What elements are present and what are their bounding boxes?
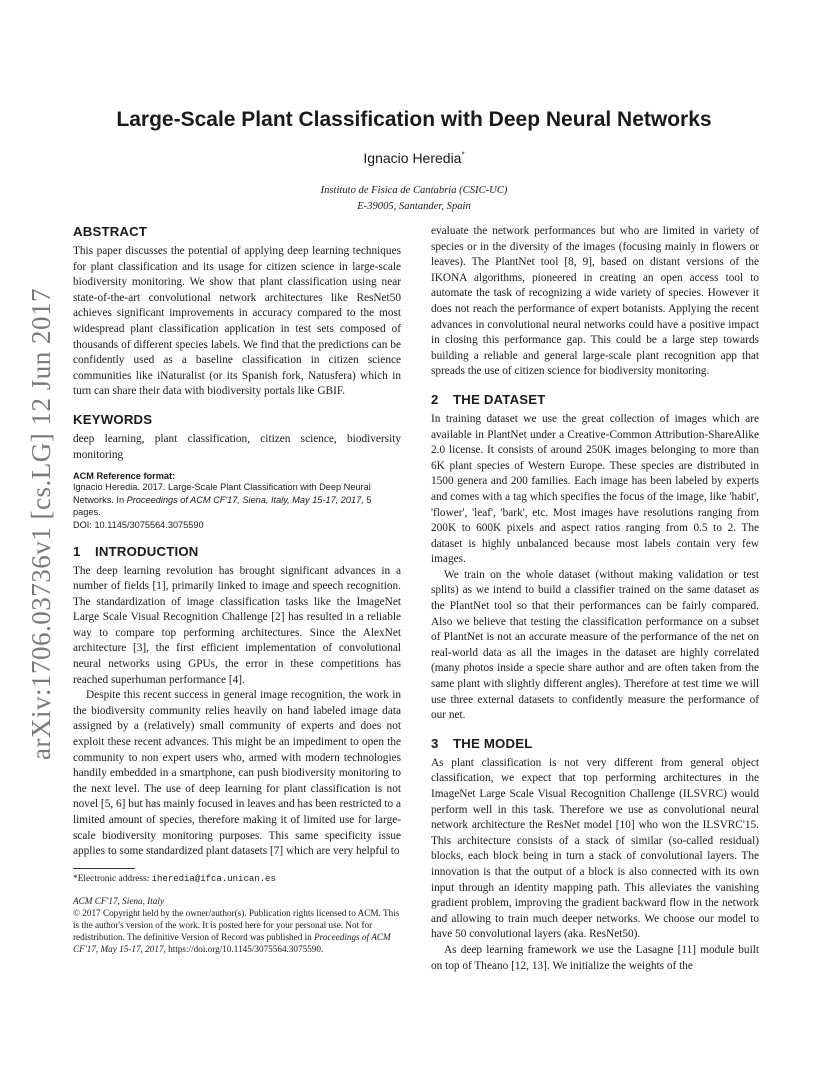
model-paragraph-2: As deep learning framework we use the Lasagne [11] module built on top of Theano [12, 13]. We initialize the weights of the xyxy=(431,943,759,972)
dataset-paragraph-2: We train on the whole dataset (without making validation or test splits) as we intend to build a classifier trained on the same dataset as the PlantNet tool so that their performances can be fairly compared. Also we believe that testing the classification performance on a subset of PlantNet is not an accurate measure of the performance of the net on real-world data as all the images in the dataset are highly correlated (many photos inside a specie share author and are often taken from the same plant with slightly different angles). Therefore at test time we will use three external datasets to confidently measure the performance of our net. xyxy=(431,568,759,722)
section-title: INTRODUCTION xyxy=(95,543,199,559)
keywords-text: deep learning, plant classification, citizen science, biodiversity monitoring xyxy=(73,432,401,461)
affiliation-address: E-39005, Santander, Spain xyxy=(357,201,471,212)
section-title: THE DATASET xyxy=(453,391,546,407)
author-name-text: Ignacio Heredia xyxy=(363,150,462,166)
acm-reference-doi: DOI: 10.1145/3075564.3075590 xyxy=(73,519,204,530)
intro-paragraph-2: Despite this recent success in general image recognition, the work in the biodiversity community relies heavily on hand labeled image data assigned by a (relatively) small community of experts and does not exploit these recent advances. This might be an impediment to open the community to non expert users who, armed with modern technologies handily embedded in a smartphone, can push biodiversity monitoring to the next level. The use of deep learning for plant classification is not novel [5, 6] but has mainly focused in leaves and has been restricted to a limited amount of species, therefore making it of limited use for large-scale biodiversity monitoring purposes. This same specificity issue applies to some standardized plant datasets [7] which are very helpful to xyxy=(73,689,401,858)
footnote-divider xyxy=(73,868,135,869)
copyright-text: © 2017 Copyright held by the owner/author(s). Publication rights licensed to ACM. This is the author's version of the work. It is posted here for your personal use. Not for redistribution. The definitive Version of Record was published in xyxy=(73,907,400,942)
footnote xyxy=(73,873,401,885)
keywords-heading: KEYWORDS xyxy=(73,411,153,427)
section-dataset-heading xyxy=(431,392,759,407)
acm-reference-text xyxy=(73,481,401,531)
section-model-heading xyxy=(431,736,759,751)
section-title: THE MODEL xyxy=(453,735,533,751)
acm-reference-proceedings: Proceedings of ACM CF'17, Siena, Italy, May 15-17, 2017, xyxy=(126,494,364,505)
abstract-text: This paper discusses the potential of applying deep learning techniques for plant classification and its usage for citizen science in large-scale biodiversity monitoring. We show that plant classification using near state-of-the-art convolutional network architectures like ResNet50 achieves significant improvements in accuracy compared to the most widespread plant classification application in test sets composed of thousands of different species labels. We find that the predictions can be confidently used as a baseline classification in citizen science communities like iNaturalist (or its Spanish fork, Natusfera) which in turn can share their data with biodiversity portals like GBIF. xyxy=(73,245,401,398)
model-paragraph-1: As plant classification is not very different from general object classification, we expect that top performing architectures in the ImageNet Large Scale Visual Recognition Challenge (ILSVRC) would perform well in this task. Therefore we use as convolutional neural network architecture the ResNet model [10] who won the ILSVRC'15. This architecture consists of a stack of similar (so-called residual) blocks, each block being in turn a stack of convolutional layers. The innovation is that the output of a block is also connected with its own input through an identity mapping path. This alleviates the vanishing gradient problem, improving the gradient backward flow in the network and allowing to train much deeper networks. We choose our model to have 50 convolutional layers (aka. ResNet50). xyxy=(431,756,759,941)
right-column xyxy=(431,224,759,974)
copyright-block xyxy=(73,895,401,955)
author-footnote-mark: * xyxy=(461,150,465,160)
intro-continuation: evaluate the network performances but who are limited in variety of species or in the diversity of the images (focusing mainly in flowers or leaves). The PlantNet tool [8, 9], based on distant versions of the IKONA algorithms, pioneered in creating an open access tool to automate the task of recognizing a wide variety of species. However it does not reach the performance of expert botanists. Applying the recent advances in convolutional neural networks could have a positive impact in closing this performance gap. This could be a large step towards building a reliable and general large-scale plant recognition app that spreads the use of citizen science for biodiversity monitoring. xyxy=(431,225,759,378)
arxiv-sidebar-stamp: arXiv:1706.03736v1 [cs.LG] 12 Jun 2017 xyxy=(26,288,56,760)
section-number: 3 xyxy=(431,735,439,751)
author-name xyxy=(0,150,828,166)
paper-title: Large-Scale Plant Classification with Deep Neural Networks xyxy=(116,108,712,131)
footnote-label: *Electronic address: xyxy=(73,873,152,884)
section-number: 2 xyxy=(431,391,439,407)
copyright-proceedings: Proceedings of ACM CF'17, May 15-17, 2017 xyxy=(73,931,391,954)
section-number: 1 xyxy=(73,543,81,559)
acm-reference-heading: ACM Reference format: xyxy=(73,471,176,482)
affiliation xyxy=(0,183,828,215)
abstract-heading: ABSTRACT xyxy=(73,224,148,239)
copyright-venue: ACM CF'17, Siena, Italy xyxy=(73,895,165,906)
left-column xyxy=(73,224,401,955)
copyright-doi: , https://doi.org/10.1145/3075564.3075590. xyxy=(163,943,324,954)
section-introduction-heading xyxy=(73,544,401,559)
affiliation-institute: Instituto de Fisica de Cantabria (CSIC-UC) xyxy=(320,185,508,196)
acm-reference-pages: 5 pages. xyxy=(73,494,372,518)
acm-reference-citation: Ignacio Heredia. 2017. Large-Scale Plant Classification with Deep Neural Networks. In xyxy=(73,482,371,505)
footnote-email: iheredia@ifca.unican.es xyxy=(151,873,276,884)
intro-paragraph-1: The deep learning revolution has brought significant advances in a number of fields [1], primarily linked to image and speech recognition. The standardization of image classification tasks like the ImageNet Large Scale Visual Recognition Challenge [2] has resulted in a reliable way to compare top performing architectures. Since the AlexNet architecture [3], the first efficient implementation of convolutional neural networks using GPUs, the error in these competitions has reached superhuman performance [4]. xyxy=(73,564,401,686)
dataset-paragraph-1: In training dataset we use the great collection of images which are available in PlantNet under a Creative-Common Attribution-ShareAlike 2.0 license. It consists of around 250K images belonging to more than 6K plant species of Western Europe. These species are distributed in 1500 genera and 200 families. Each image has been labeled by experts and comes with a tag which specifies the focus of the image, like 'habit', 'flower', 'leaf', 'bark', etc. Most images have resolutions ranging from 200K to 600K pixels and aspect ratios ranging from 0.5 to 2. The dataset is highly unbalanced because most labels contain very few images. xyxy=(431,412,759,566)
